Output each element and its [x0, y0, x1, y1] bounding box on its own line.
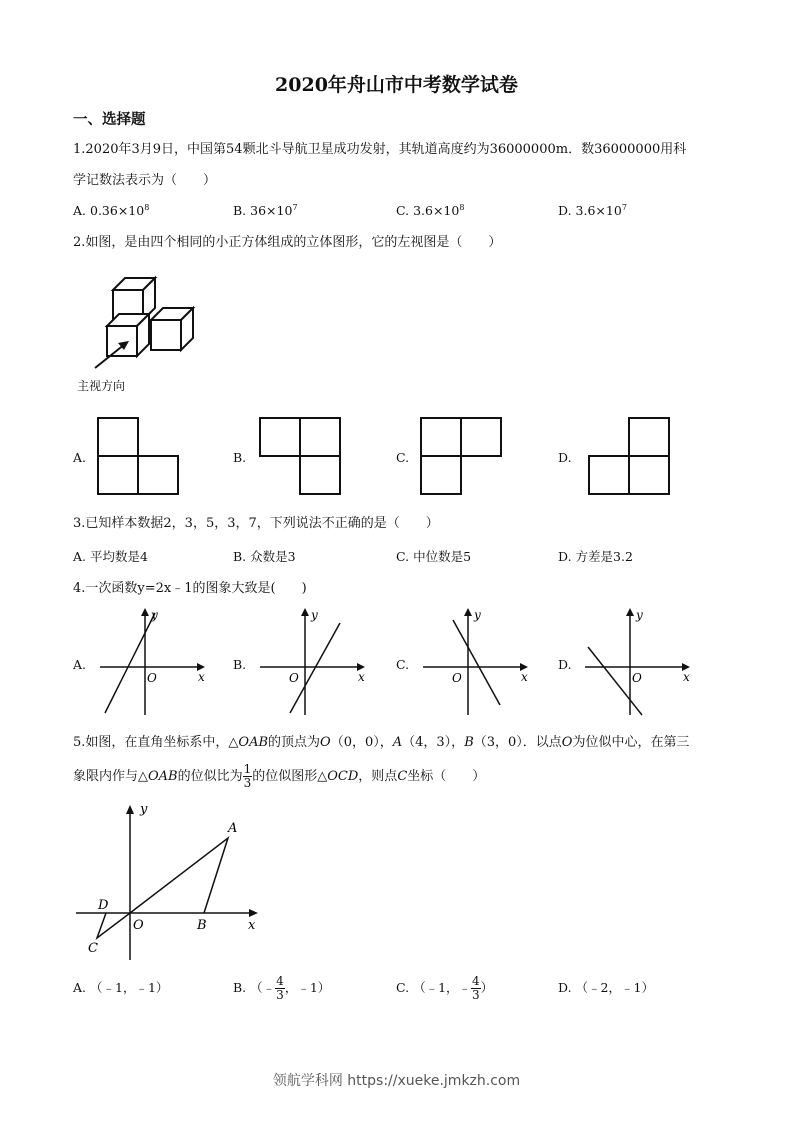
svg-text:y: y [311, 608, 318, 622]
svg-text:x: x [521, 670, 528, 684]
q2-option-c-figure [418, 415, 508, 497]
q1-line2: 学记数法表示为（ ） [73, 173, 217, 188]
q4-text: 4.一次函数y=2x﹣1的图象大致是( ) [73, 581, 307, 596]
q1-option-a[interactable]: A. $0.36\times 10^8$ [73, 202, 150, 218]
q1-option-b[interactable]: B. $36\times 10^7$ [233, 202, 298, 218]
q4-option-d[interactable]: D. [558, 657, 572, 672]
svg-text:C: C [88, 941, 98, 956]
q1-option-d[interactable]: D. $3.6\times 10^7$ [558, 202, 627, 218]
q5-option-a[interactable]: A. （﹣1，﹣1） [73, 980, 169, 995]
svg-text:x: x [198, 670, 205, 684]
svg-text:D: D [98, 898, 109, 913]
q4-option-a[interactable]: A. [73, 657, 87, 672]
q1-option-c[interactable]: C. $3.6\times 10^8$ [396, 202, 465, 218]
q4-option-c[interactable]: C. [396, 657, 410, 672]
svg-text:O: O [632, 671, 642, 685]
q5-coordinate-figure [73, 800, 273, 965]
view-direction-label: 主视方向 [77, 379, 126, 393]
q2-option-b-figure [257, 415, 347, 497]
svg-text:A: A [228, 821, 238, 836]
q3-option-b[interactable]: B. 众数是3 [233, 549, 296, 564]
q4-option-b-graph [255, 605, 370, 717]
ratio-fraction: $\frac{1}{3}$ [243, 762, 252, 790]
footer-watermark[interactable]: 领航学科网 https://xueke.jmkzh.com [272, 1073, 521, 1089]
svg-text:x: x [248, 918, 256, 933]
q2-option-a[interactable]: A. [73, 450, 87, 465]
svg-text:x: x [683, 670, 690, 684]
q4-option-c-graph [418, 605, 533, 717]
page-title: 2020年舟山市中考数学试卷 [275, 74, 518, 96]
q1-line1: 1.2020年3月9日，中国第54颗北斗导航卫星成功发射，其轨道高度约为36000000m．数36000000用科 [73, 142, 687, 157]
q3-option-c[interactable]: C. 中位数是5 [396, 549, 472, 564]
q5-option-d[interactable]: D. （﹣2，﹣1） [558, 980, 654, 995]
q3-text: 3.已知样本数据2，3，5，3，7，下列说法不正确的是（ ） [73, 516, 439, 531]
q4-option-a-graph [95, 605, 210, 717]
q2-option-c[interactable]: C. [396, 450, 410, 465]
svg-text:O: O [452, 671, 462, 685]
svg-text:B: B [197, 918, 207, 933]
section-heading: 一、选择题 [73, 111, 146, 128]
q2-cube-figure [73, 268, 208, 396]
svg-text:O: O [147, 671, 157, 685]
q3-option-d[interactable]: D. 方差是3.2 [558, 549, 633, 564]
q5-line1: 5.如图，在直角坐标系中，△OAB的顶点为O（0，0），A（4，3），B（3，0）．以点O为位似中心，在第三 [73, 735, 690, 750]
q2-option-d-figure [586, 415, 676, 497]
q4-option-d-graph [580, 605, 695, 717]
svg-text:y: y [636, 608, 643, 622]
svg-text:y: y [474, 608, 481, 622]
q4-option-b[interactable]: B. [233, 657, 247, 672]
q5-option-b[interactable]: B. （﹣ $\frac{4}{3}$ ，﹣1） [233, 974, 331, 1002]
svg-text:O: O [133, 918, 144, 933]
svg-text:O: O [289, 671, 299, 685]
q2-text: 2.如图，是由四个相同的小正方体组成的立体图形，它的左视图是（ ） [73, 235, 502, 250]
q2-option-a-figure [95, 415, 185, 497]
q2-option-d[interactable]: D. [558, 450, 572, 465]
svg-text:x: x [358, 670, 365, 684]
svg-text:y: y [140, 802, 148, 817]
q5-line2: 象限内作与△OAB的位似比为 $\frac{1}{3}$ 的位似图形△OCD，则点C坐标（ ） [73, 762, 486, 790]
svg-text:y: y [151, 608, 158, 622]
q5-option-c[interactable]: C. （﹣1，﹣ $\frac{4}{3}$ ） [396, 974, 494, 1002]
q3-option-a[interactable]: A. 平均数是4 [73, 549, 148, 564]
q2-option-b[interactable]: B. [233, 450, 247, 465]
